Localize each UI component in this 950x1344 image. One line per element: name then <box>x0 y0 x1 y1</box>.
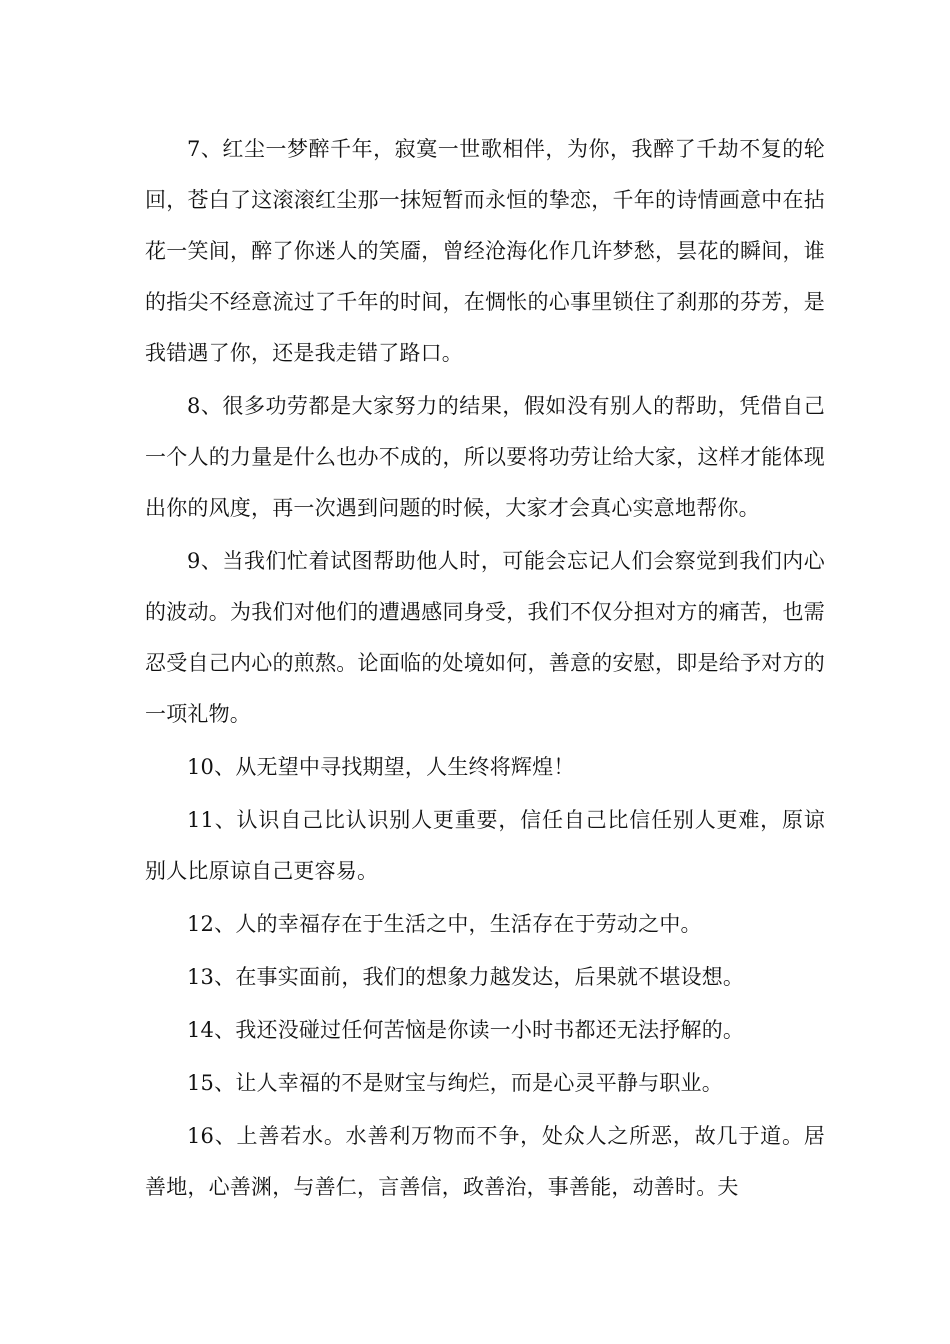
paragraph-16: 16、上善若水。水善利万物而不争，处众人之所恶，故几于道。居善地，心善渊，与善仁，言善信，政善治，事善能，动善时。夫 <box>145 1124 825 1199</box>
paragraph-7: 7、红尘一梦醉千年，寂寞一世歌相伴，为你，我醉了千劫不复的轮回，苍白了这滚滚红尘那一抹短暂而永恒的挚恋，千年的诗情画意中在拈花一笑间，醉了你迷人的笑靥，曾经沧海化作几许梦愁，昙花的瞬间，谁的指尖不经意流过了千年的时间，在惆怅的心事里锁住了刹那的芬芳，是我错遇了你，还是我走错了路口。 <box>145 137 825 365</box>
paragraph-15: 15、让人幸福的不是财宝与绚烂，而是心灵平静与职业。 <box>187 1071 723 1095</box>
paragraph-10: 10、从无望中寻找期望，人生终将辉煌！ <box>187 755 575 779</box>
paragraph-13: 13、在事实面前，我们的想象力越发达，后果就不堪设想。 <box>187 965 745 989</box>
document-body <box>145 124 825 1215</box>
paragraph-9: 9、当我们忙着试图帮助他人时，可能会忘记人们会察觉到我们内心的波动。为我们对他们的遭遇感同身受，我们不仅分担对方的痛苦，也需忍受自己内心的煎熬。论面临的处境如何，善意的安慰，即是给予对方的一项礼物。 <box>145 549 825 726</box>
paragraph-14: 14、我还没碰过任何苦恼是你读一小时书都还无法抒解的。 <box>187 1018 745 1042</box>
paragraph-11: 11、认识自己比认识别人更重要，信任自己比信任别人更难，原谅别人比原谅自己更容易。 <box>145 808 825 883</box>
paragraph-12: 12、人的幸福存在于生活之中，生活存在于劳动之中。 <box>187 912 702 936</box>
paragraph-8: 8、很多功劳都是大家努力的结果，假如没有别人的帮助，凭借自己一个人的力量是什么也办不成的，所以要将功劳让给大家，这样才能体现出你的风度，再一次遇到问题的时候，大家才会真心实意地帮你。 <box>145 394 825 520</box>
